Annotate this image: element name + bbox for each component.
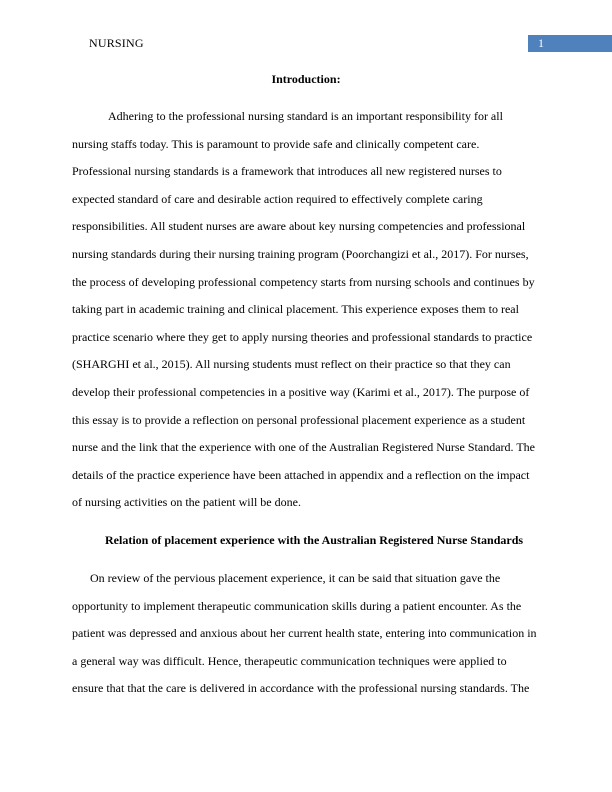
paragraph-line: expected standard of care and desirable action required to effectively complete caring — [72, 191, 483, 206]
page-number-box — [528, 35, 612, 52]
paragraph-line: On review of the pervious placement experience, it can be said that situation gave the — [90, 571, 501, 585]
paragraph-line: Professional nursing standards is a framework that introduces all new registered nurses to — [72, 164, 502, 179]
paragraph-line: responsibilities. All student nurses are aware about key nursing competencies and professional — [72, 219, 526, 234]
page-number: 1 — [538, 36, 544, 50]
paragraph-line: details of the practice experience have been attached in appendix and a reflection on the impact — [72, 467, 530, 482]
paragraph-line: of nursing activities on the patient will be done. — [72, 495, 301, 510]
paragraph-line: nursing staffs today. This is paramount to provide safe and clinically competent care. — [72, 136, 480, 151]
paragraph-line: ensure that that the care is delivered in accordance with the professional nursing standards. The — [72, 681, 530, 696]
paragraph-line: taking part in academic training and clinical placement. This experience exposes them to real — [72, 302, 519, 317]
paragraph-line: practice scenario where they get to apply nursing theories and professional standards to practice — [72, 329, 533, 344]
paragraph-line: nursing standards during their nursing training program (Poorchangizi et al., 2017). For nurses, — [72, 246, 529, 261]
paragraph-line: opportunity to implement therapeutic communication skills during a patient encounter. As the — [72, 598, 522, 613]
running-head: NURSING — [89, 36, 144, 50]
paragraph-line: Adhering to the professional nursing standard is an important responsibility for all — [108, 109, 503, 123]
section-heading-introduction: Introduction: — [271, 72, 341, 86]
paragraph-line: the process of developing professional competency starts from nursing schools and continues by — [72, 274, 535, 289]
relation-paragraph — [72, 571, 542, 709]
paragraph-line: a general way was difficult. Hence, therapeutic communication techniques were applied to — [72, 653, 507, 668]
paragraph-line: patient was depressed and anxious about her current health state, entering into communication in — [72, 626, 537, 641]
paragraph-line: (SHARGHI et al., 2015). All nursing students must reflect on their practice so that they can — [72, 357, 511, 372]
introduction-paragraph — [72, 109, 542, 523]
paragraph-line: this essay is to provide a reflection on personal professional placement experience as a student — [72, 412, 526, 427]
paragraph-line: develop their professional competencies in a positive way (Karimi et al., 2017). The purpose of — [72, 384, 530, 399]
paragraph-line: nurse and the link that the experience with one of the Australian Registered Nurse Standard. The — [72, 440, 535, 455]
section-heading-relation: Relation of placement experience with the Australian Registered Nurse Standards — [105, 533, 524, 547]
